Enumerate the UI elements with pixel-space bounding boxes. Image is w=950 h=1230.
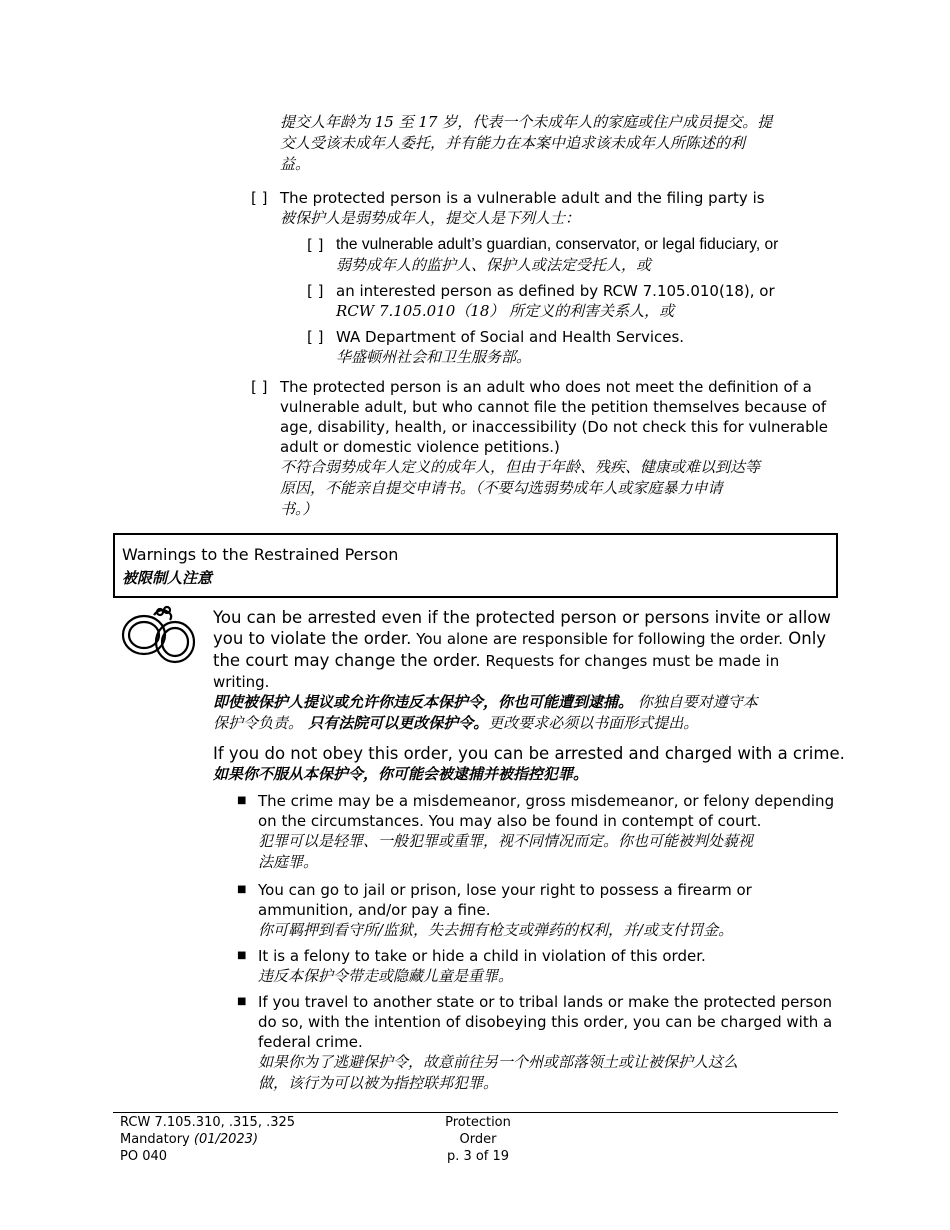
checkbox-guardian[interactable]: [ ] — [307, 236, 324, 254]
footer-left: RCW 7.105.310, .315, .325 Mandatory (01/2023) PO 040 — [120, 1115, 296, 1164]
handcuffs-icon — [120, 605, 200, 667]
warnings-title-zh: 被限制人注意 — [122, 569, 213, 587]
bullet-child-felony: It is a felony to take or hide a child in violation of this order. 违反本保护令带走或隐藏儿童是重罪。 — [258, 947, 706, 985]
adult-option: The protected person is an adult who does not meet the definition of a vulnerable adult, but who cannot file the petition themselves because of age, disability, health, or inaccessibility (Do not check this for vulnerable adult or domestic violence petitions.) 不符合弱势成年人定义的成年人，但由于年龄、残疾、健康或难以到达等 原因，不能亲自提交申请书。（不要勾选弱势成年人或家庭暴力申请 书。） — [280, 378, 829, 518]
bullet-marker: ■ — [237, 950, 247, 961]
checkbox-dshs[interactable]: [ ] — [307, 328, 324, 346]
footer-center: Protection Order p. 3 of 19 — [445, 1115, 511, 1164]
bullet-federal-crime: If you travel to another state or to tribal lands or make the protected person do so, with the intention of disobeying this order, you can be charged with a federal crime. 如果你为了逃避保护令，故意前往另一个州或部落领土或让被保护人这么 做，该行为可以被为指控联邦犯罪。 — [258, 993, 833, 1092]
interested-person-option: an interested person as defined by RCW 7.105.010(18), or RCW 7.105.010（18） 所定义的利害关系人，或 — [336, 282, 775, 320]
vulnerable-adult-option: The protected person is a vulnerable adult and the filing party is 被保护人是弱势成年人，提交人是下列人士： — [280, 189, 765, 227]
footer-rule — [113, 1112, 838, 1113]
bullet-jail: You can go to jail or prison, lose your right to possess a firearm or ammunition, and/or pay a fine. 你可羁押到看守所/监狱，失去拥有枪支或弹药的权利，并/或支付罚金。 — [258, 881, 752, 939]
bullet-marker: ■ — [237, 795, 247, 806]
obey-paragraph: If you do not obey this order, you can be arrested and charged with a crime. 如果你不服从本保护令，你可能会被逮捕并被指控犯罪。 — [213, 744, 845, 783]
bullet-marker: ■ — [237, 884, 247, 895]
checkbox-vulnerable-adult[interactable]: [ ] — [251, 189, 268, 207]
checkbox-interested-person[interactable]: [ ] — [307, 282, 324, 300]
bullet-crime-type: The crime may be a misdemeanor, gross misdemeanor, or felony depending on the circumstances. You may also be found in contempt of court. 犯罪可以是轻罪、一般犯罪或重罪，视不同情况而定。你也可能被判处藐视 法庭罪。 — [258, 792, 835, 871]
arrest-warning-paragraph: You can be arrested even if the protected person or persons invite or allow you to violate the order. You alone are responsible for following the order. Only the court may change the order. Requests for changes must be made in writing. 即使被保护人提议或允许你违反本保护令，你也可能遭到逮捕。 你独自要对遵守本 保护令负责。 只有法院可以更改保护令。更改要求必须以书面形式提出。 — [213, 608, 831, 732]
warnings-header-box — [113, 533, 838, 598]
guardian-option: the vulnerable adult’s guardian, conservator, or legal fiduciary, or 弱势成年人的监护人、保护人或法定受托人，或 — [336, 236, 779, 274]
minor-filer-zh-text: 提交人年龄为 15 至 17 岁，代表一个未成年人的家庭或住户成员提交。提 交人受该未成年人委托，并有能力在本案中追求该未成年人所陈述的利 益。 — [280, 113, 773, 173]
bullet-marker: ■ — [237, 996, 247, 1007]
dshs-option: WA Department of Social and Health Services. 华盛顿州社会和卫生服务部。 — [336, 328, 685, 366]
checkbox-adult[interactable]: [ ] — [251, 378, 268, 396]
warnings-title-en: Warnings to the Restrained Person — [122, 545, 399, 564]
